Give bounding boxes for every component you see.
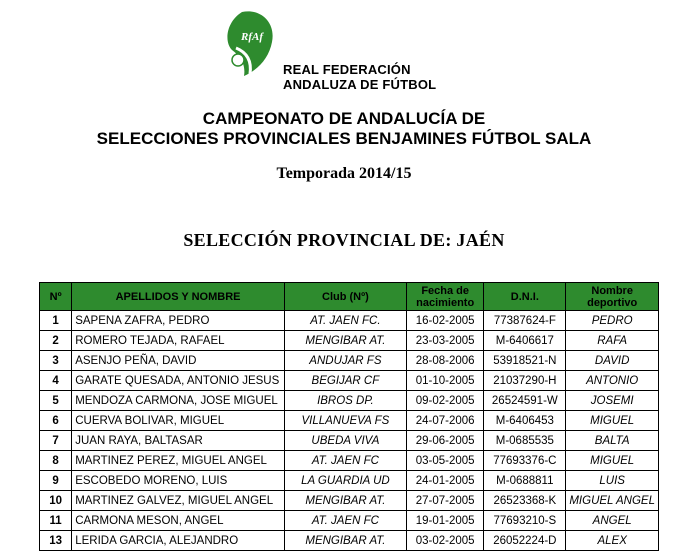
player-name: ESCOBEDO MORENO, LUIS [72,471,285,491]
table-row [40,471,659,491]
player-nickname: ANGEL [566,511,659,531]
player-club: UBEDA VIVA [284,431,406,451]
col-header-club: Club (Nº) [284,283,406,311]
table-row [40,451,659,471]
player-nickname: MIGUEL [566,411,659,431]
table-row [40,391,659,411]
logo-initials: RfAf [241,31,263,43]
player-nickname: ANTONIO [566,371,659,391]
player-nickname: MIGUEL ANGEL [566,491,659,511]
player-name: GARATE QUESADA, ANTONIO JESUS [72,371,285,391]
player-dni: 26523368-K [484,491,566,511]
player-nickname: PEDRO [566,311,659,331]
player-club: AT. JAEN FC. [284,311,406,331]
player-dni: 77387624-F [484,311,566,331]
player-name: MARTINEZ GALVEZ, MIGUEL ANGEL [72,491,285,511]
player-club: AT. JAEN FC [284,451,406,471]
player-dni: M-0688811 [484,471,566,491]
player-nickname: RAFA [566,331,659,351]
table-row [40,511,659,531]
player-name: MENDOZA CARMONA, JOSE MIGUEL [72,391,285,411]
player-birthdate: 03-02-2005 [406,531,483,551]
player-club: IBROS DP. [284,391,406,411]
col-header-dni: D.N.I. [484,283,566,311]
player-club: AT. JAEN FC [284,511,406,531]
col-header-birthdate: Fecha de nacimiento [406,283,483,311]
table-row [40,431,659,451]
player-name: CARMONA MESON, ANGEL [72,511,285,531]
player-dni: 77693210-S [484,511,566,531]
player-club: MENGIBAR AT. [284,531,406,551]
player-dni: 53918521-N [484,351,566,371]
table-row [40,491,659,511]
selection-title: SELECCIÓN PROVINCIAL DE: JAÉN [183,230,505,250]
player-dni: M-0685535 [484,431,566,451]
player-number: 11 [40,511,72,531]
player-number: 9 [40,471,72,491]
player-dni: 26524591-W [484,391,566,411]
table-row [40,331,659,351]
col-header-nickname: Nombre deportivo [566,283,659,311]
roster-body [40,311,659,551]
player-name: ASENJO PEÑA, DAVID [72,351,285,371]
logo-ball-icon [232,54,244,66]
player-nickname: DAVID [566,351,659,371]
player-name: MARTINEZ PEREZ, MIGUEL ANGEL [72,451,285,471]
player-nickname: ALEX [566,531,659,551]
player-nickname: BALTA [566,431,659,451]
table-row [40,531,659,551]
table-header-row [40,283,659,311]
player-dni: 77693376-C [484,451,566,471]
table-row [40,311,659,331]
player-name: SAPENA ZAFRA, PEDRO [72,311,285,331]
player-number: 3 [40,351,72,371]
player-name: LERIDA GARCIA, ALEJANDRO [72,531,285,551]
player-number: 6 [40,411,72,431]
player-club: MENGIBAR AT. [284,491,406,511]
player-dni: M-6406617 [484,331,566,351]
player-number: 5 [40,391,72,411]
player-nickname: LUIS [566,471,659,491]
player-dni: 21037290-H [484,371,566,391]
player-number: 13 [40,531,72,551]
player-birthdate: 24-07-2006 [406,411,483,431]
player-birthdate: 28-08-2006 [406,351,483,371]
player-birthdate: 19-01-2005 [406,511,483,531]
player-name: JUAN RAYA, BALTASAR [72,431,285,451]
player-number: 8 [40,451,72,471]
roster-table [39,282,659,551]
player-dni: 26052224-D [484,531,566,551]
player-nickname: JOSEMI [566,391,659,411]
player-birthdate: 09-02-2005 [406,391,483,411]
player-name: CUERVA BOLIVAR, MIGUEL [72,411,285,431]
player-number: 4 [40,371,72,391]
col-header-number: Nº [40,283,72,311]
table-row [40,411,659,431]
player-club: LA GUARDIA UD [284,471,406,491]
player-birthdate: 29-06-2005 [406,431,483,451]
player-birthdate: 01-10-2005 [406,371,483,391]
championship-title-line-2: SELECCIONES PROVINCIALES BENJAMINES FÚTBOL SALA [96,129,592,148]
player-number: 1 [40,311,72,331]
org-line-2: ANDALUZA DE FÚTBOL [283,77,437,92]
player-number: 7 [40,431,72,451]
player-club: MENGIBAR AT. [284,331,406,351]
player-birthdate: 23-03-2005 [406,331,483,351]
player-club: ANDUJAR FS [284,351,406,371]
player-birthdate: 24-01-2005 [406,471,483,491]
player-number: 2 [40,331,72,351]
player-club: BEGIJAR CF [284,371,406,391]
table-row [40,371,659,391]
season-label: Temporada 2014/15 [276,165,412,182]
org-line-1: REAL FEDERACIÓN [283,62,411,77]
col-header-name: APELLIDOS Y NOMBRE [72,283,285,311]
federation-logo [222,8,280,80]
championship-title-line-1: CAMPEONATO DE ANDALUCÍA DE [202,109,486,128]
player-birthdate: 16-02-2005 [406,311,483,331]
player-number: 10 [40,491,72,511]
table-row [40,351,659,371]
player-name: ROMERO TEJADA, RAFAEL [72,331,285,351]
player-birthdate: 27-07-2005 [406,491,483,511]
player-dni: M-6406453 [484,411,566,431]
player-club: VILLANUEVA FS [284,411,406,431]
player-nickname: MIGUEL [566,451,659,471]
player-birthdate: 03-05-2005 [406,451,483,471]
organization-name [283,62,436,92]
